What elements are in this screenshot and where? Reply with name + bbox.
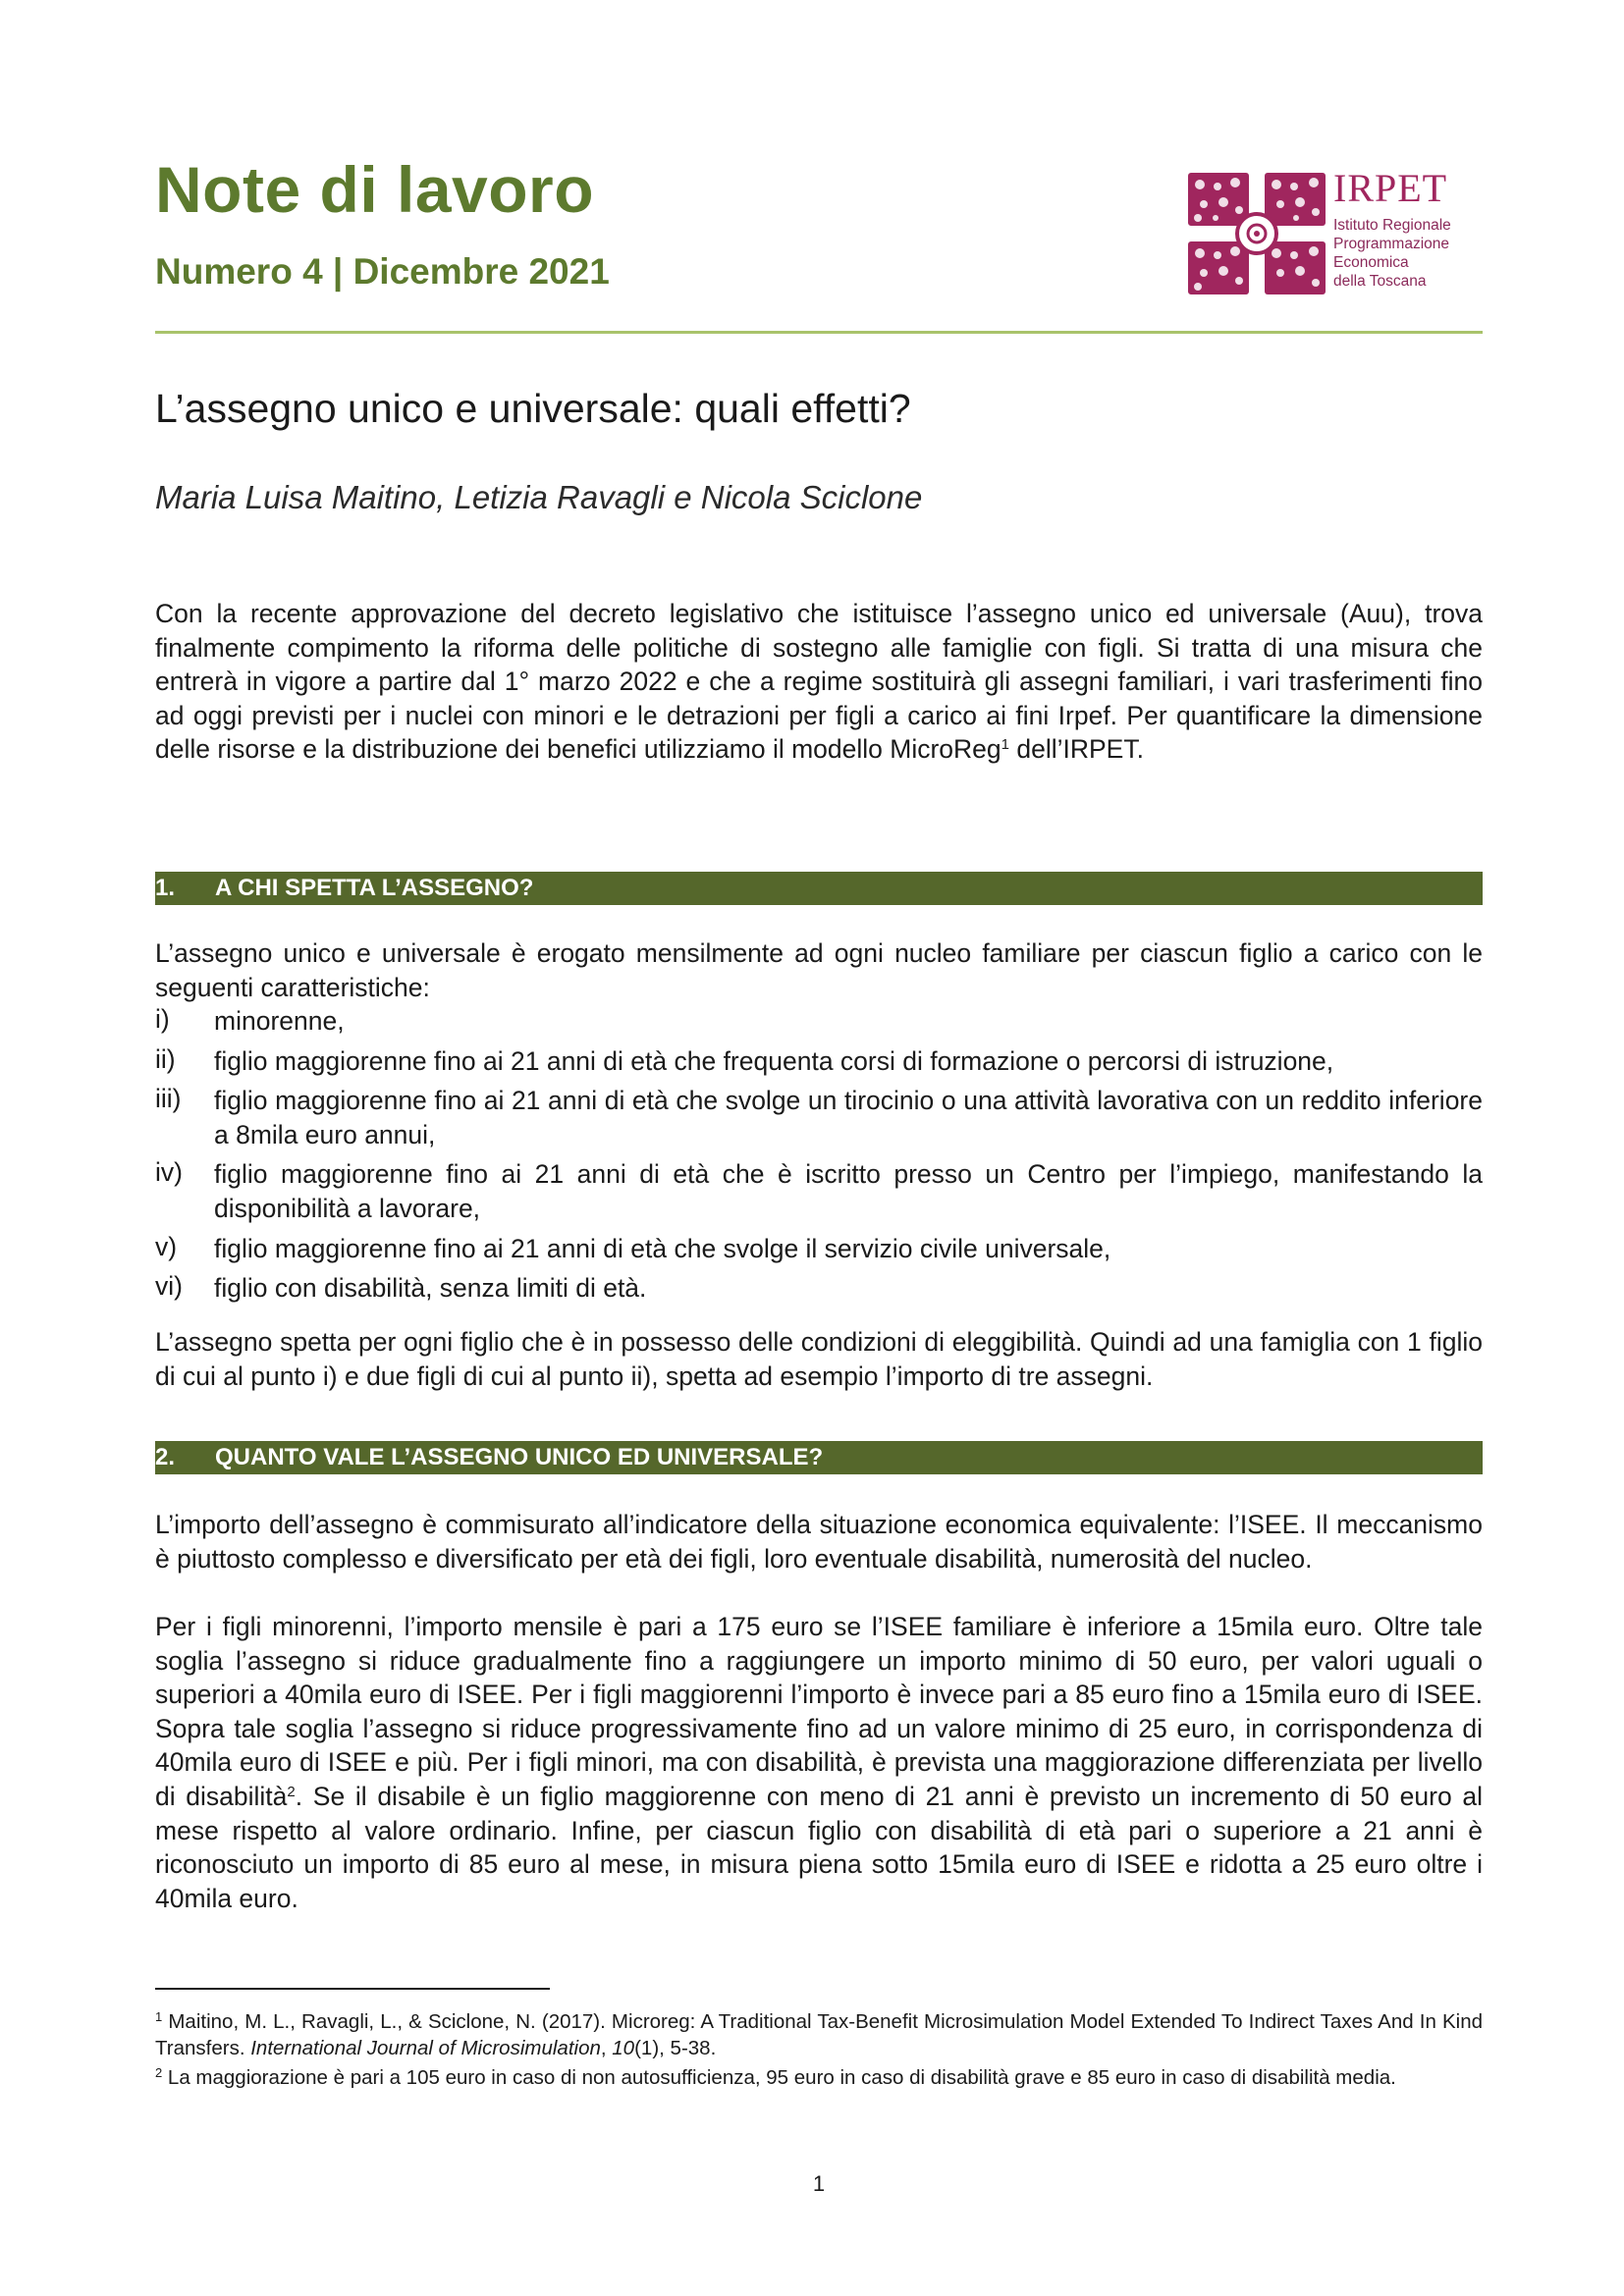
list-item-text: minorenne, — [214, 1006, 345, 1036]
footnotes — [155, 2008, 1483, 2094]
list-item — [155, 1044, 1483, 1079]
document-page — [155, 0, 1483, 2296]
logo-subtitle — [1333, 216, 1451, 291]
journal-name: International Journal of Microsimulation — [250, 2037, 601, 2059]
footnote-text: , — [600, 2037, 613, 2059]
list-marker: v) — [155, 1231, 178, 1261]
intro-text: Con la recente approvazione del decreto legislativo che istituisce l’assegno unico ed universale (Auu), trova finalmente compimento la riforma delle politiche di sostegno alle famiglie con figli. Si tratta di una misura che entrerà in vigore a partire dal 1° marzo 2022 e che a regime sostituirà gli assegni familiari, i vari trasferimenti fino ad oggi previsti per i nuclei con minori e le detrazioni per figli a carico ai fini Irpef. Per quantificare la dimensione delle risorse e la distribuzione dei benefici utilizziamo il modello MicroReg — [155, 599, 1483, 765]
footnote-2 — [155, 2064, 1483, 2091]
masthead-issue: Numero 4 | Dicembre 2021 — [155, 251, 610, 292]
section-number: 2. — [155, 1444, 176, 1470]
list-item — [155, 1271, 1483, 1306]
list-marker: ii) — [155, 1043, 176, 1074]
paragraph-text: Per i figli minorenni, l’importo mensile è pari a 175 euro se l’ISEE familiare è inferiore a 15mila euro. Oltre tale soglia l’assegno si riduce gradualmente fino a raggiungere un importo minimo di 50 euro, per valori uguali o superiori a 40mila euro di ISEE. Per i figli maggiorenni l’importo è invece pari a 85 euro fino a 15mila euro di ISEE. Sopra tale soglia l’assegno si riduce progressivamente fino ad un valore minimo di 25 euro, in corrispondenza di 40mila euro di ISEE e più. Per i figli minori, ma con disabilità, è prevista una maggiorazione differenziata per livello di disabilità — [155, 1612, 1483, 1811]
footnote-ref[interactable]: 1 — [1001, 736, 1009, 754]
journal-volume: 10 — [612, 2037, 635, 2059]
list-item-text: figlio maggiorenne fino ai 21 anni di età che frequenta corsi di formazione o percorsi di istruzione, — [214, 1045, 1334, 1076]
intro-tail: dell’IRPET. — [1008, 734, 1144, 765]
list-item — [155, 1157, 1483, 1225]
logo-sub-line: Programmazione — [1333, 236, 1450, 252]
section-number: 1. — [155, 875, 176, 901]
footnote-number: 2 — [155, 2065, 163, 2080]
list-item-text: figlio maggiorenne fino ai 21 anni di età che è iscritto presso un Centro per l’impiego, manifestando la disponibilità a lavorare, — [214, 1159, 1483, 1223]
footnote-ref[interactable]: 2 — [287, 1783, 296, 1800]
list-item — [155, 1084, 1483, 1151]
logo-sub-line: Economica — [1333, 254, 1409, 271]
document-title: L’assegno unico e universale: quali effetti? — [155, 386, 911, 431]
section-2-paragraph-2 — [155, 1610, 1483, 1915]
irpet-emblem-icon — [1188, 173, 1326, 294]
paragraph-text: . Se il disabile è un figlio maggiorenne con meno di 21 anni è previsto un incremento di 50 euro al mese rispetto al valore ordinario. Infine, per ciascun figlio con disabilità di età pari o superiore a 21 anni è riconosciuto un importo di 85 euro al mese, in misura piena sotto 15mila euro di ISEE e ridotta a 25 euro oltre i 40mila euro. — [155, 1781, 1484, 1913]
section-heading: A CHI SPETTA L’ASSEGNO? — [215, 875, 534, 901]
page-number: 1 — [812, 2171, 826, 2196]
masthead-title: Note di lavoro — [155, 153, 595, 226]
section-2-header — [155, 1441, 1483, 1474]
authors: Maria Luisa Maitino, Letizia Ravagli e Nicola Sciclone — [155, 479, 923, 515]
logo-sub-line: della Toscana — [1333, 273, 1427, 290]
eligibility-list — [155, 1004, 1483, 1306]
footnote-1 — [155, 2008, 1483, 2061]
list-item-text: figlio maggiorenne fino ai 21 anni di età che svolge un tirocinio o una attività lavorativa con un reddito inferiore a 8mila euro annui, — [214, 1086, 1483, 1149]
list-marker: i) — [155, 1004, 170, 1034]
list-marker: iv) — [155, 1157, 183, 1188]
section-1-lead: L’assegno unico e universale è erogato mensilmente ad ogni nucleo familiare per ciascun figlio a carico con le seguenti caratteristiche: — [155, 938, 1483, 1002]
logo-sub-line: Istituto Regionale — [1333, 217, 1451, 234]
header-divider — [155, 331, 1483, 334]
footnote-number: 1 — [155, 2009, 163, 2024]
section-1-header — [155, 872, 1483, 905]
footnote-text: La maggiorazione è pari a 105 euro in caso di non autosufficienza, 95 euro in caso di disabilità grave e 85 euro in caso di disabilità media. — [162, 2066, 1396, 2089]
list-item — [155, 1232, 1483, 1266]
logo-name: IRPET — [1333, 166, 1448, 210]
footnote-text: Maitino, M. L., Ravagli, L., & Sciclone, N. (2017). Microreg: A Traditional Tax-Benefit Microsimulation Model Extended To Indirect Taxes And In Kind Transfers. — [155, 2010, 1483, 2059]
list-marker: iii) — [155, 1084, 182, 1114]
list-marker: vi) — [155, 1271, 183, 1302]
list-item-text: figlio maggiorenne fino ai 21 anni di età che svolge il servizio civile universale, — [214, 1233, 1111, 1263]
footnote-divider — [155, 1988, 550, 1990]
irpet-logo — [1188, 166, 1483, 300]
list-item — [155, 1004, 1483, 1039]
section-heading: QUANTO VALE L’ASSEGNO UNICO ED UNIVERSALE? — [215, 1444, 824, 1470]
intro-paragraph — [155, 597, 1483, 767]
section-2-paragraph-1: L’importo dell’assegno è commisurato all’indicatore della situazione economica equivalente: l’ISEE. Il meccanismo è piuttosto complesso e diversificato per età dei figli, loro eventuale disabilità, numerosità del nucleo. — [155, 1510, 1483, 1574]
footnote-text: (1), 5-38. — [634, 2037, 717, 2059]
list-item-text: figlio con disabilità, senza limiti di età. — [214, 1273, 647, 1304]
section-1-closing: L’assegno spetta per ogni figlio che è in possesso delle condizioni di eleggibilità. Quindi ad una famiglia con 1 figlio di cui al punto i) e due figli di cui al punto ii), spetta ad esempio l’importo di tre assegni. — [155, 1327, 1483, 1391]
